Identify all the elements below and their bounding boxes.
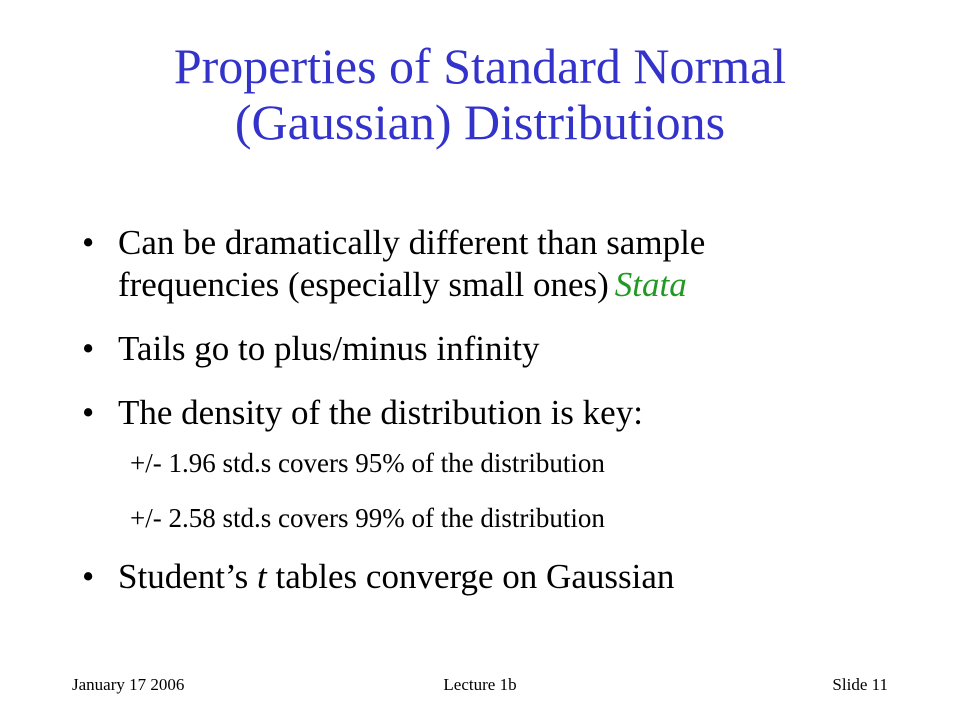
bullet-list	[82, 222, 902, 598]
title-line-2: (Gaussian) Distributions	[234, 94, 726, 150]
bullet-4-pre: Student’s	[118, 557, 258, 596]
bullet-item-2	[82, 328, 902, 370]
bullet-1-text: frequencies (especially small ones)	[118, 265, 609, 304]
bullet-2-text: Tails go to plus/minus infinity	[118, 329, 540, 368]
bullet-1-line-1: Can be dramatically different than sample	[118, 223, 706, 262]
title-line-1: Properties of Standard Normal	[173, 38, 787, 94]
bullet-item-3	[82, 392, 902, 434]
bullet-item-1	[82, 222, 902, 306]
stata-highlight: Stata	[614, 265, 687, 304]
bullet-marker: •	[82, 329, 95, 368]
bullet-4-post: tables converge on Gaussian	[266, 557, 675, 596]
sub-item-2: +/- 2.58 std.s covers 99% of the distribution	[130, 503, 605, 533]
bullet-marker: •	[82, 393, 95, 432]
footer-lecture: Lecture 1b	[443, 675, 517, 694]
bullet-3-text: The density of the distribution is key:	[118, 393, 643, 432]
bullet-item-4	[82, 556, 902, 598]
bullet-4-text	[118, 556, 902, 598]
sub-item-1: +/- 1.96 std.s covers 95% of the distribution	[130, 448, 605, 478]
bullet-1-line-2	[118, 264, 902, 306]
footer-date: January 17 2006	[72, 675, 185, 694]
bullet-marker: •	[82, 557, 95, 596]
slide-title	[60, 38, 900, 150]
t-variable: t	[257, 557, 267, 596]
bullet-marker: •	[82, 223, 95, 262]
footer-slide-number: Slide 11	[832, 675, 888, 694]
